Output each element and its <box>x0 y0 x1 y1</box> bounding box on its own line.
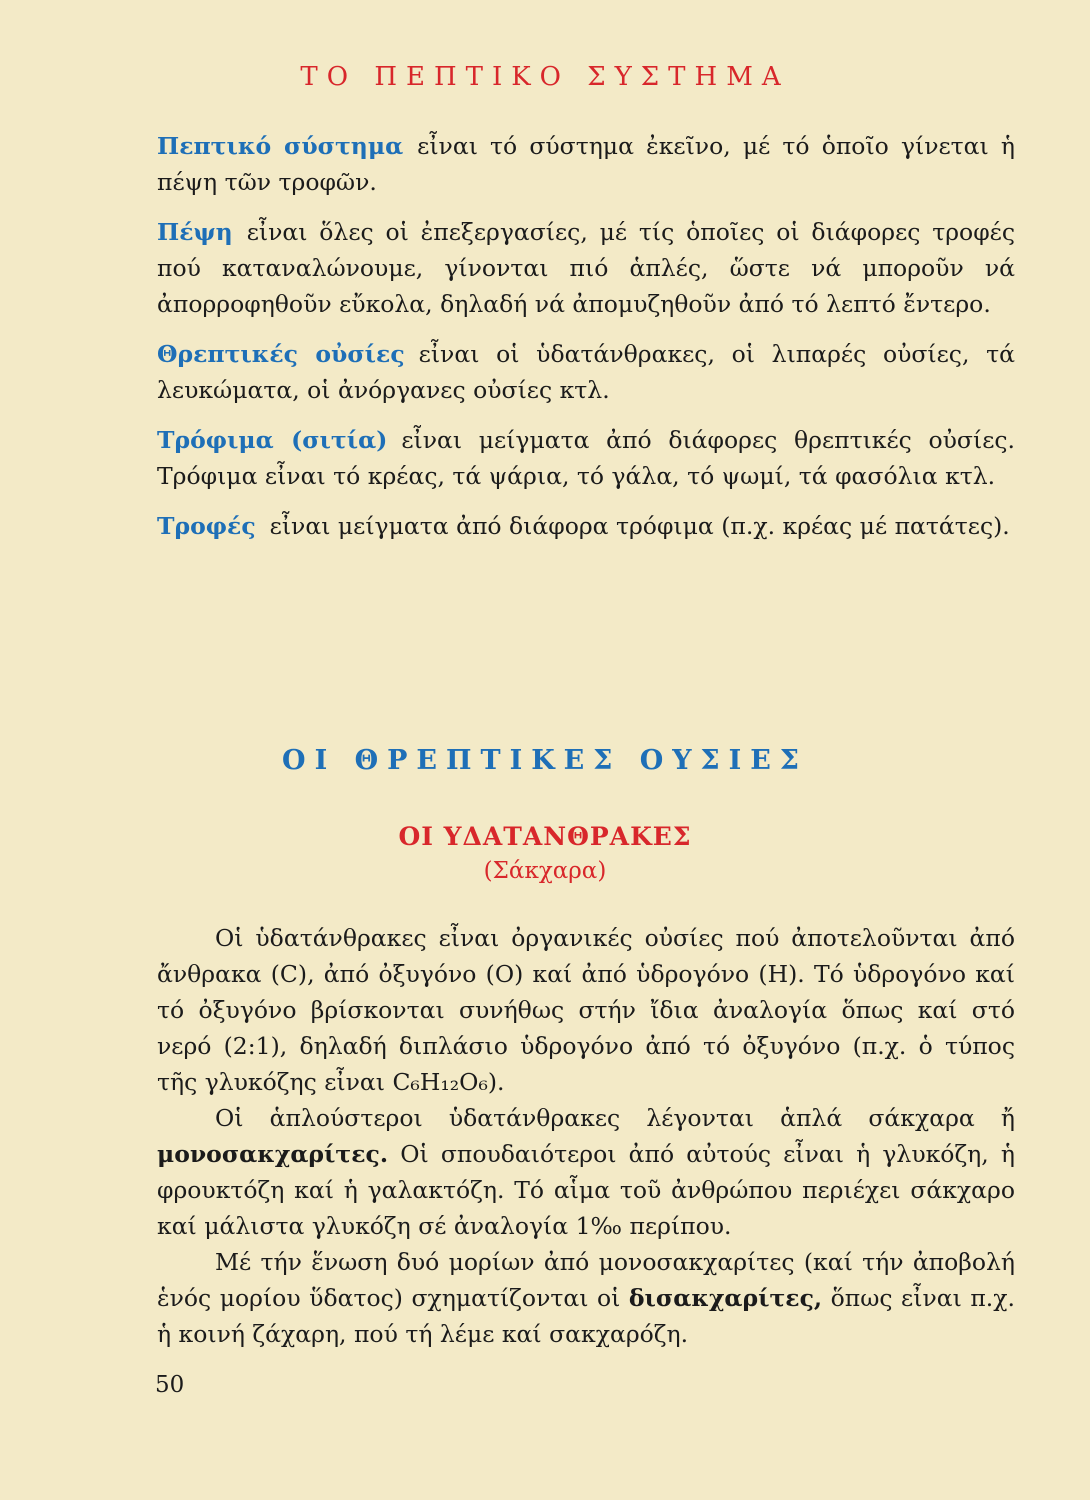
term-monosaccharides: μονοσακχαρίτες. <box>157 1140 389 1168</box>
paragraph-3-start: Μέ τήν ἕνωση δυό μορίων ἀπό μονοσακχαρίτες (καί τήν ἀποβολή ἑνός μορίου ὕδατος) σχηματίζονται οἱ <box>157 1248 1015 1312</box>
definition-term: Πέψη <box>157 218 233 246</box>
definition-5 <box>157 508 1015 544</box>
subsection-title: ΟΙ ΥΔΑΤΑΝΘΡΑΚΕΣ <box>398 822 692 851</box>
definition-text: εἶναι μείγματα ἀπό διάφορες θρεπτικές οὐσίες. Τρόφιμα εἶναι τό κρέας, τά ψάρια, τό γάλα, τό ψωμί, τά φασόλια κτλ. <box>157 426 1015 490</box>
definition-term: Πεπτικό σύστημα <box>157 132 404 160</box>
term-disaccharides: δισακχαρίτες, <box>628 1284 823 1312</box>
section-title: ΟΙ ΘΡΕΠΤΙΚΕΣ ΟΥΣΙΕΣ <box>282 745 808 776</box>
definition-1 <box>157 128 1015 200</box>
definition-4 <box>157 422 1015 494</box>
carbohydrates-text <box>157 920 1015 1352</box>
definition-term: Θρεπτικές οὐσίες <box>157 340 405 368</box>
paragraph-2-end: Οἱ σπουδαιότεροι ἀπό αὐτούς εἶναι ἡ γλυκόζη, ἡ φρουκτόζη καί ἡ γαλακτόζη. Τό αἷμα τοῦ ἀνθρώπου περιέχει σάκχαρο καί μάλιστα γλυκόζη σέ ἀναλογία 1‰ περίπου. <box>157 1140 1015 1240</box>
definition-text: εἶναι οἱ ὑδατάνθρακες, οἱ λιπαρές οὐσίες, τά λευκώματα, οἱ ἀνόργανες οὐσίες κτλ. <box>157 340 1015 404</box>
definition-2 <box>157 214 1015 322</box>
subsection-subtitle: (Σάκχαρα) <box>483 858 607 884</box>
paragraph-2-start: Οἱ ἁπλούστεροι ὑδατάνθρακες λέγονται ἁπλά σάκχαρα ἤ <box>215 1104 1015 1132</box>
definition-term: Τροφές <box>157 512 256 540</box>
definition-3 <box>157 336 1015 408</box>
definitions-block <box>157 128 1015 558</box>
chapter-title: ΤΟ ΠΕΠΤΙΚΟ ΣΥΣΤΗΜΑ <box>300 62 790 92</box>
definition-text: εἶναι τό σύστημα ἐκεῖνο, μέ τό ὁποῖο γίνεται ἡ πέψη τῶν τροφῶν. <box>157 132 1015 196</box>
paragraph-2 <box>157 1100 1015 1244</box>
paragraph-1: Οἱ ὑδατάνθρακες εἶναι ὀργανικές οὐσίες πού ἀποτελοῦνται ἀπό ἄνθρακα (C), ἀπό ὀξυγόνο (Ο) καί ἀπό ὑδρογόνο (Η). Τό ὑδρογόνο καί τό ὀξυγόνο βρίσκονται συνήθως στήν ἴδια ἀναλογία ὅπως καί στό νερό (2:1), δηλαδή διπλάσιο ὑδρογόνο ἀπό τό ὀξυγόνο (π.χ. ὁ τύπος τῆς γλυκόζης εἶναι C₆H₁₂O₆). <box>157 924 1015 1096</box>
definition-term: Τρόφιμα (σιτία) <box>157 426 388 454</box>
page-number: 50 <box>155 1372 185 1398</box>
definition-text: εἶναι μείγματα ἀπό διάφορα τρόφιμα (π.χ. κρέας μέ πατάτες). <box>269 512 1010 540</box>
paragraph-3-end: ὅπως εἶναι π.χ. ἡ κοινή ζάχαρη, πού τή λέμε καί σακχαρόζη. <box>157 1284 1015 1348</box>
paragraph-3 <box>157 1244 1015 1352</box>
definition-text: εἶναι ὅλες οἱ ἐπεξεργασίες, μέ τίς ὁποῖες οἱ διάφορες τροφές πού καταναλώνουμε, γίνονται πιό ἁπλές, ὥστε νά μποροῦν νά ἀπορροφηθοῦν εὔκολα, δηλαδή νά ἀπομυζηθοῦν ἀπό τό λεπτό ἔντερο. <box>157 218 1015 318</box>
